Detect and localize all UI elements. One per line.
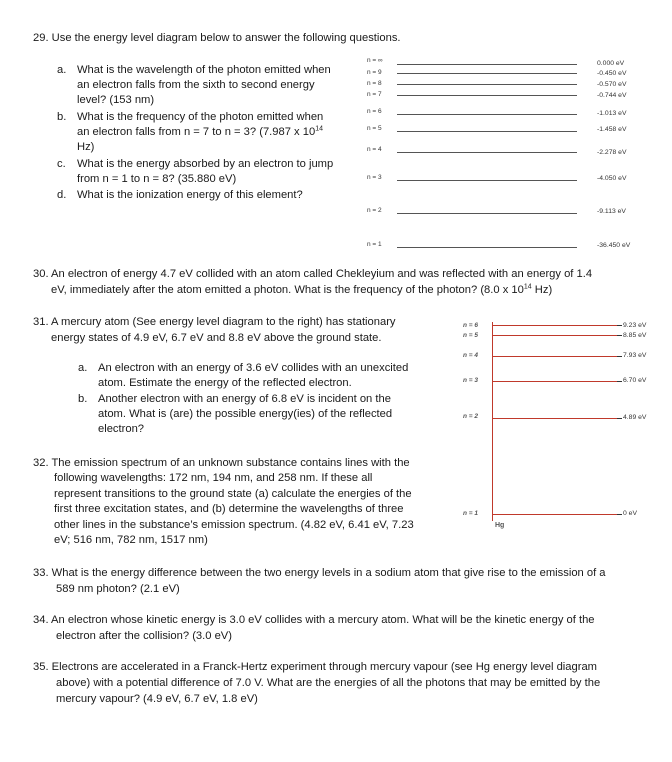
- hg-level-line: [492, 356, 617, 357]
- level-n-label: n = 2: [367, 207, 382, 214]
- level-n-label: n = 6: [367, 108, 382, 115]
- level-n-label: n = 9: [367, 69, 382, 76]
- q29-a-label: a.: [57, 64, 67, 76]
- level-n-label: n = 5: [367, 125, 382, 132]
- q34-line: electron after the collision? (3.0 eV): [56, 630, 232, 642]
- q30-exponent: 14: [523, 283, 532, 291]
- hg-level-line: [492, 418, 617, 419]
- level-energy: 0.000 eV: [597, 60, 625, 67]
- level-energy: -0.570 eV: [597, 81, 627, 88]
- q32-line: first three excitation states, and (b) determine the wavelengths of three: [54, 503, 404, 516]
- hg-level-line: [492, 335, 617, 336]
- hg-level-energy: 0 eV: [623, 510, 637, 517]
- q29-a-line: an electron falls from the sixth to second energy: [77, 79, 315, 92]
- q30-line1: 30. An electron of energy 4.7 eV collided with an atom called Chekleyium and was reflected with an energy of 1.4: [33, 268, 593, 280]
- hg-level-n: n = 2: [463, 413, 478, 420]
- q31-b-line: electron?: [98, 423, 145, 436]
- level-energy: -36.450 eV: [597, 242, 631, 249]
- q33-line: 33. What is the energy difference between the two energy levels in a sodium atom that give rise to the emission of a: [33, 567, 606, 579]
- level-n-label: n = 3: [367, 174, 382, 181]
- hg-level-line: [492, 325, 617, 326]
- level-line: [397, 213, 577, 214]
- level-line: [397, 73, 577, 74]
- q29-c-line: from n = 1 to n = 8? (35.880 eV): [77, 173, 237, 186]
- q29-b-line: an electron falls from n = 7 to n = 3? (7.987 x 10: [77, 126, 316, 139]
- q29-stem: 29. Use the energy level diagram below to answer the following questions.: [33, 32, 401, 44]
- level-energy: -1.013 eV: [597, 110, 627, 117]
- q29-b-label: b.: [57, 111, 67, 123]
- hg-level-n: n = 3: [463, 377, 478, 384]
- level-n-label: n = 1: [367, 241, 382, 248]
- level-n-label: n = ∞: [367, 57, 383, 64]
- q32-line: other lines in the substance’s emission spectrum. (4.82 eV, 6.41 eV, 7.23: [54, 518, 414, 531]
- level-energy: -0.450 eV: [597, 70, 627, 77]
- hg-level-line: [492, 381, 617, 382]
- level-line: [397, 114, 577, 115]
- axis-line: [492, 322, 493, 521]
- level-n-label: n = 7: [367, 91, 382, 98]
- element-label: Hg: [495, 522, 505, 529]
- level-line: [397, 64, 577, 65]
- hg-level-energy: 6.70 eV: [623, 377, 647, 384]
- q29-c-label: c.: [57, 158, 66, 170]
- level-line: [397, 180, 577, 181]
- q29-d-line: What is the ionization energy of this element?: [77, 189, 303, 201]
- hg-tick: [617, 418, 622, 419]
- q31-b-label: b.: [78, 393, 88, 405]
- level-n-label: n = 4: [367, 146, 382, 153]
- hg-level-n: n = 1: [463, 510, 478, 517]
- q30-text: eV, immediately after the atom emitted a photon. What is the frequency of the photon? (8.0 x 10: [51, 284, 524, 296]
- q35-line: mercury vapour? (4.9 eV, 6.7 eV, 1.8 eV): [56, 693, 258, 705]
- hg-level-energy: 8.85 eV: [623, 332, 647, 339]
- level-line: [397, 95, 577, 96]
- level-energy: -0.744 eV: [597, 92, 627, 99]
- q31-a-label: a.: [78, 362, 88, 374]
- q29-d-label: d.: [57, 189, 67, 201]
- level-line: [397, 152, 577, 153]
- q29-b-line: Hz): [77, 141, 95, 154]
- q33-line: 589 nm photon? (2.1 eV): [56, 583, 180, 595]
- q30-line2: [51, 283, 552, 298]
- level-energy: -9.113 eV: [597, 208, 626, 215]
- hg-tick: [617, 356, 622, 357]
- level-line: [397, 131, 577, 132]
- q34-line: 34. An electron whose kinetic energy is 3.0 eV collides with a mercury atom. What will be the kinetic energy of the: [33, 614, 595, 626]
- hg-level-n: n = 6: [463, 322, 478, 329]
- q29-b-line: What is the frequency of the photon emitted when: [77, 111, 324, 123]
- q31-line: energy states of 4.9 eV, 6.7 eV and 8.8 eV above the ground state.: [51, 332, 382, 344]
- level-line: [397, 84, 577, 85]
- q35-line: above) with a potential difference of 7.0 V. What are the energies of all the photons that may be emitted by the: [56, 677, 601, 689]
- q32-line: following wavelengths: 172 nm, 194 nm, and 258 nm. If these all: [54, 472, 373, 485]
- hg-tick: [617, 381, 622, 382]
- q29-a-line: level? (153 nm): [77, 94, 155, 107]
- q32-line: 32. The emission spectrum of an unknown substance contains lines with the: [33, 457, 410, 469]
- hg-tick: [617, 335, 622, 336]
- level-energy: -2.278 eV: [597, 149, 627, 156]
- hg-level-energy: 9.23 eV: [623, 322, 647, 329]
- q29-b-exponent: 14: [315, 125, 323, 133]
- q32-line: eV; 516 nm, 782 nm, 1517 nm): [54, 534, 208, 547]
- mercury-energy-diagram: [455, 314, 660, 544]
- hg-level-n: n = 4: [463, 352, 478, 359]
- q32-text: [33, 456, 414, 548]
- q31-b-line: Another electron with an energy of 6.8 eV is incident on the: [98, 393, 391, 405]
- q31-b-line: atom. What is (are) the possible energy(ies) of the reflected: [98, 408, 393, 421]
- q35-line: 35. Electrons are accelerated in a Franck-Hertz experiment through mercury vapour (see Hg energy level diagram: [33, 661, 597, 673]
- level-n-label: n = 8: [367, 80, 382, 87]
- q30-text-end: Hz): [531, 284, 553, 296]
- q29-a-line: What is the wavelength of the photon emitted when: [77, 64, 331, 76]
- q31-a-line: atom. Estimate the energy of the reflected electron.: [98, 377, 352, 390]
- q29-c-line: What is the energy absorbed by an electron to jump: [77, 158, 334, 170]
- level-energy: -4.050 eV: [597, 175, 627, 182]
- q32-line: represent transitions to the ground state (a) calculate the energies of the: [54, 487, 412, 500]
- level-line: [397, 247, 577, 248]
- level-energy: -1.458 eV: [597, 126, 627, 133]
- hg-level-line: [492, 514, 617, 515]
- q31-a-line: An electron with an energy of 3.6 eV collides with an unexcited: [98, 362, 409, 374]
- hg-level-energy: 4.89 eV: [623, 414, 647, 421]
- hg-tick: [617, 325, 622, 326]
- energy-level-diagram: [360, 56, 640, 256]
- hg-level-n: n = 5: [463, 332, 478, 339]
- q31-line: 31. A mercury atom (See energy level diagram to the right) has stationary: [33, 316, 396, 328]
- hg-tick: [617, 514, 622, 515]
- hg-level-energy: 7.93 eV: [623, 352, 647, 359]
